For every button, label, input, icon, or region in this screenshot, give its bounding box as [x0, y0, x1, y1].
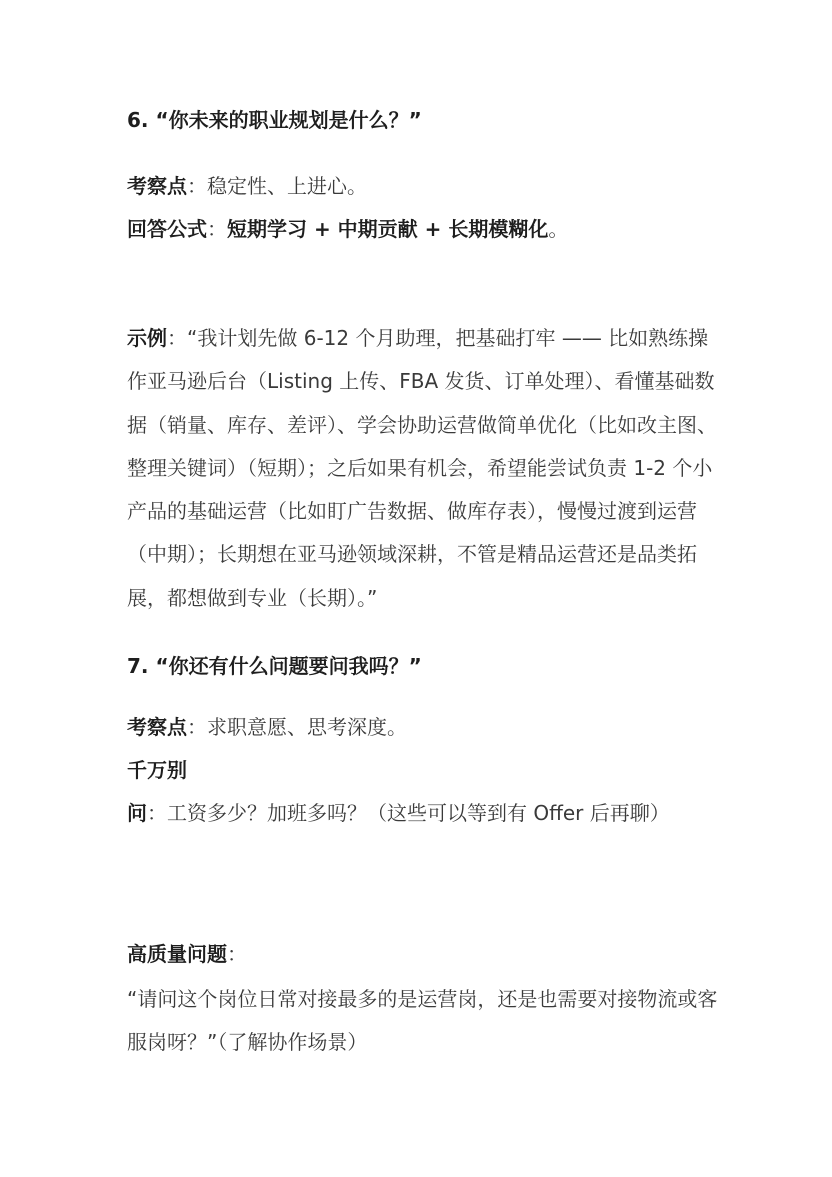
q7-focus-label: 考察点 [127, 715, 187, 739]
q7-quality-line [127, 933, 727, 976]
q6-formula-sep: ： [207, 217, 227, 241]
q6-formula-line [127, 208, 727, 251]
q6-formula-end: 。 [548, 217, 569, 241]
q6-example-text: ：“我计划先做 6-12 个月助理，把基础打牢 —— 比如熟练操作亚马逊后台（Listing 上传、FBA 发货、订单处理）、看懂基础数据（销量、库存、差评）、学会协助运营做简单优化（比如改主图、整理关键词）（短期）；之后如果有机会，希望能尝试负责 1-2 个小产品的基础运营（比如盯广告数据、做库存表），慢慢过渡到运营（中期）；长期想在亚马逊领域深耕，不管是精品运营还是品类拓展，都想做到专业（长期）。” [127, 326, 717, 610]
q7-quality-sep: ： [227, 942, 247, 966]
q7-quality-label: 高质量问题 [127, 942, 227, 966]
q7-focus-line [127, 706, 727, 749]
q6-focus-line [127, 165, 727, 208]
q6-example-paragraph [127, 317, 727, 620]
question-7-title: 7. “你还有什么问题要问我吗？” [127, 654, 422, 678]
q7-avoid-text: ：工资多少？加班多吗？（这些可以等到有 Offer 后再聊） [147, 801, 670, 826]
q7-avoid-label: 千万别问 [127, 758, 187, 826]
q6-focus-text: ：稳定性、上进心。 [187, 174, 367, 198]
q6-formula-text: 短期学习 + 中期贡献 + 长期模糊化 [227, 217, 549, 241]
q6-focus-label: 考察点 [127, 174, 187, 198]
q6-example-label: 示例 [127, 326, 167, 350]
q7-quality-question: “请问这个岗位日常对接最多的是运营岗，还是也需要对接物流或客服岗呀？”（了解协作场景） [127, 987, 718, 1055]
q6-formula-label: 回答公式 [127, 217, 207, 241]
q7-avoid-paragraph [127, 749, 727, 836]
q7-focus-text: ：求职意愿、思考深度。 [187, 715, 407, 739]
question-6-title: 6. “你未来的职业规划是什么？” [127, 108, 422, 132]
